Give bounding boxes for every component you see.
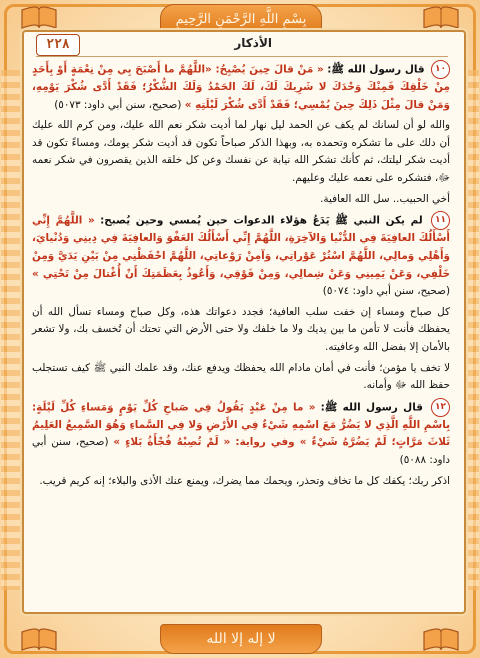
header-divider xyxy=(36,56,448,57)
hadith-source: (صحيح، سنن أبي داود: ٥٠٧٣) xyxy=(54,98,182,111)
page-number: ٢٢٨ xyxy=(36,34,80,56)
hadith-text: « ما مِنْ عَبْدٍ يَقُولُ فِي صَباحِ كُلِّ يَوْمٍ وَمَساءِ كُلِّ لَيْلَةٍ: بِاسْمِ اللَّهِ الَّذِي لا يَضُرُّ مَعَ اسْمِهِ شَيْءٌ فِي الأَرْضِ وَلا فِي السَّماءِ وَهُوَ السَّمِيعُ العَلِيمُ ثَلاثَ مَرَّاتٍ؛ لَمْ يَضُرَّهُ شَيْءٌ » وفي رواية: « لَمْ تُصِبْهُ فُجْأَةُ بَلاءٍ » xyxy=(32,401,450,449)
basmala-banner: بِسْمِ اللَّهِ الرَّحْمَنِ الرَّحِيمِ xyxy=(160,4,322,34)
hadith-source: (صحيح، سنن أبي داود: ٥٠٧٤) xyxy=(322,285,450,298)
item-number: ١١ xyxy=(431,211,450,230)
quran-book-icon xyxy=(20,626,58,654)
hadith-intro: قال رسول الله ﷺ: xyxy=(320,401,423,414)
hadith-source: (صحيح، سنن أبي داود: ٥٠٨٨) xyxy=(32,436,450,466)
section-11 xyxy=(32,211,450,300)
left-ornament xyxy=(1,70,21,590)
hadith-intro: قال رسول الله ﷺ: xyxy=(327,63,425,76)
hadith-intro: لم يكن النبي ﷺ يَدَعُ هؤلاء الدعوات حين يُمسي وحين يُصبح: xyxy=(100,214,423,227)
commentary: اذكر ربك؛ يكفك كل ما تخاف وتحذر، ويحمك مما يضرك، ويمنع عنك الأذى والبلاء؛ إنه كريم قريب. xyxy=(39,474,450,487)
section-12 xyxy=(32,398,450,470)
page-header xyxy=(36,34,448,58)
closing-line: لا تخف يا مؤمن؛ فأنت في أمان مادام الله يحفظك ويدفع عنك، وقد علمك النبي ﷺ كيف تستجلب حفظ الله ﷻ وأمانه. xyxy=(32,361,450,392)
hadith-text: « مَنْ قالَ حِينَ يُصْبِحُ: «اللَّهُمَّ ما أَصْبَحَ بِي مِنْ نِعْمَةٍ أَوْ بِأَحَدٍ مِنْ خَلْقِكَ فَمِنْكَ وَحْدَكَ لا شَرِيكَ لَكَ، لَكَ الحَمْدُ وَلَكَ الشُّكْرُ؛ فَقَدْ أَدَّى شُكْرَ يَوْمِهِ، وَمَنْ قالَ مِثْلَ ذَلِكَ حِينَ يُمْسِي؛ فَقَدْ أَدَّى شُكْرَ لَيْلَتِهِ » xyxy=(32,63,450,111)
shahada-banner: لا إله إلا الله xyxy=(160,624,322,654)
section-10 xyxy=(32,60,450,114)
quran-book-icon xyxy=(20,4,58,32)
page-content xyxy=(32,60,450,608)
item-number: ١٠ xyxy=(431,60,450,79)
quran-book-icon xyxy=(422,4,460,32)
commentary: كل صباح ومساء إن خفت سلب العافية؛ فجدد دعواتك هذه، وكل صباح ومساء تسأل الله أن يحفظك فأنت لا تأمن ما بين يديك ولا ما خلفك ولا حتى الأرض التي تحتك أن تُخسف بك، ولا تشعر بالأمان إلا بفضل الله وعافيته. xyxy=(32,305,450,353)
item-number: ١٢ xyxy=(431,398,450,417)
quran-book-icon xyxy=(422,626,460,654)
commentary: والله لو أن لسانك لم يكف عن الحمد ليل نهار لما أديت شكر نعم الله عليك، ومن كرم الله عليك أن دلك على ما تشكره وتحمده به، وبهذا الذكر صباحاً تكون قد أديت شكر يومك، ومساءً تكون قد أديت شكر ليلتك، ثم كأنك تشكر الله نيابة عن نفسك وعن كل خلقه الذين يقصرون في شكر نعمه ﷻ، فتشكره على نعمه عليك وعليهم. xyxy=(32,119,450,185)
closing-line: أخي الحبيب.. سل الله العافية. xyxy=(320,192,450,205)
hadith-text: « اللَّهُمَّ إِنِّي أَسْأَلُكَ العافِيَةَ فِي الدُّنْيا وَالآخِرَةِ، اللَّهُمَّ إِنِّي أَسْأَلُكَ العَفْوَ وَالعافِيَةَ فِي دِينِي وَدُنْيايَ، وَأَهْلِي وَمالِي، اللَّهُمَّ اسْتُرْ عَوْراتِي، وَآمِنْ رَوْعاتِي، اللَّهُمَّ احْفَظْنِي مِنْ بَيْنِ يَدَيَّ وَمِنْ خَلْفِي، وَعَنْ يَمِينِي وَعَنْ شِمالِي، وَمِنْ فَوْقِي، وَأَعُوذُ بِعَظَمَتِكَ أَنْ أُغْتالَ مِنْ تَحْتِي » xyxy=(32,214,450,280)
section-title: الأذكار xyxy=(234,36,272,50)
